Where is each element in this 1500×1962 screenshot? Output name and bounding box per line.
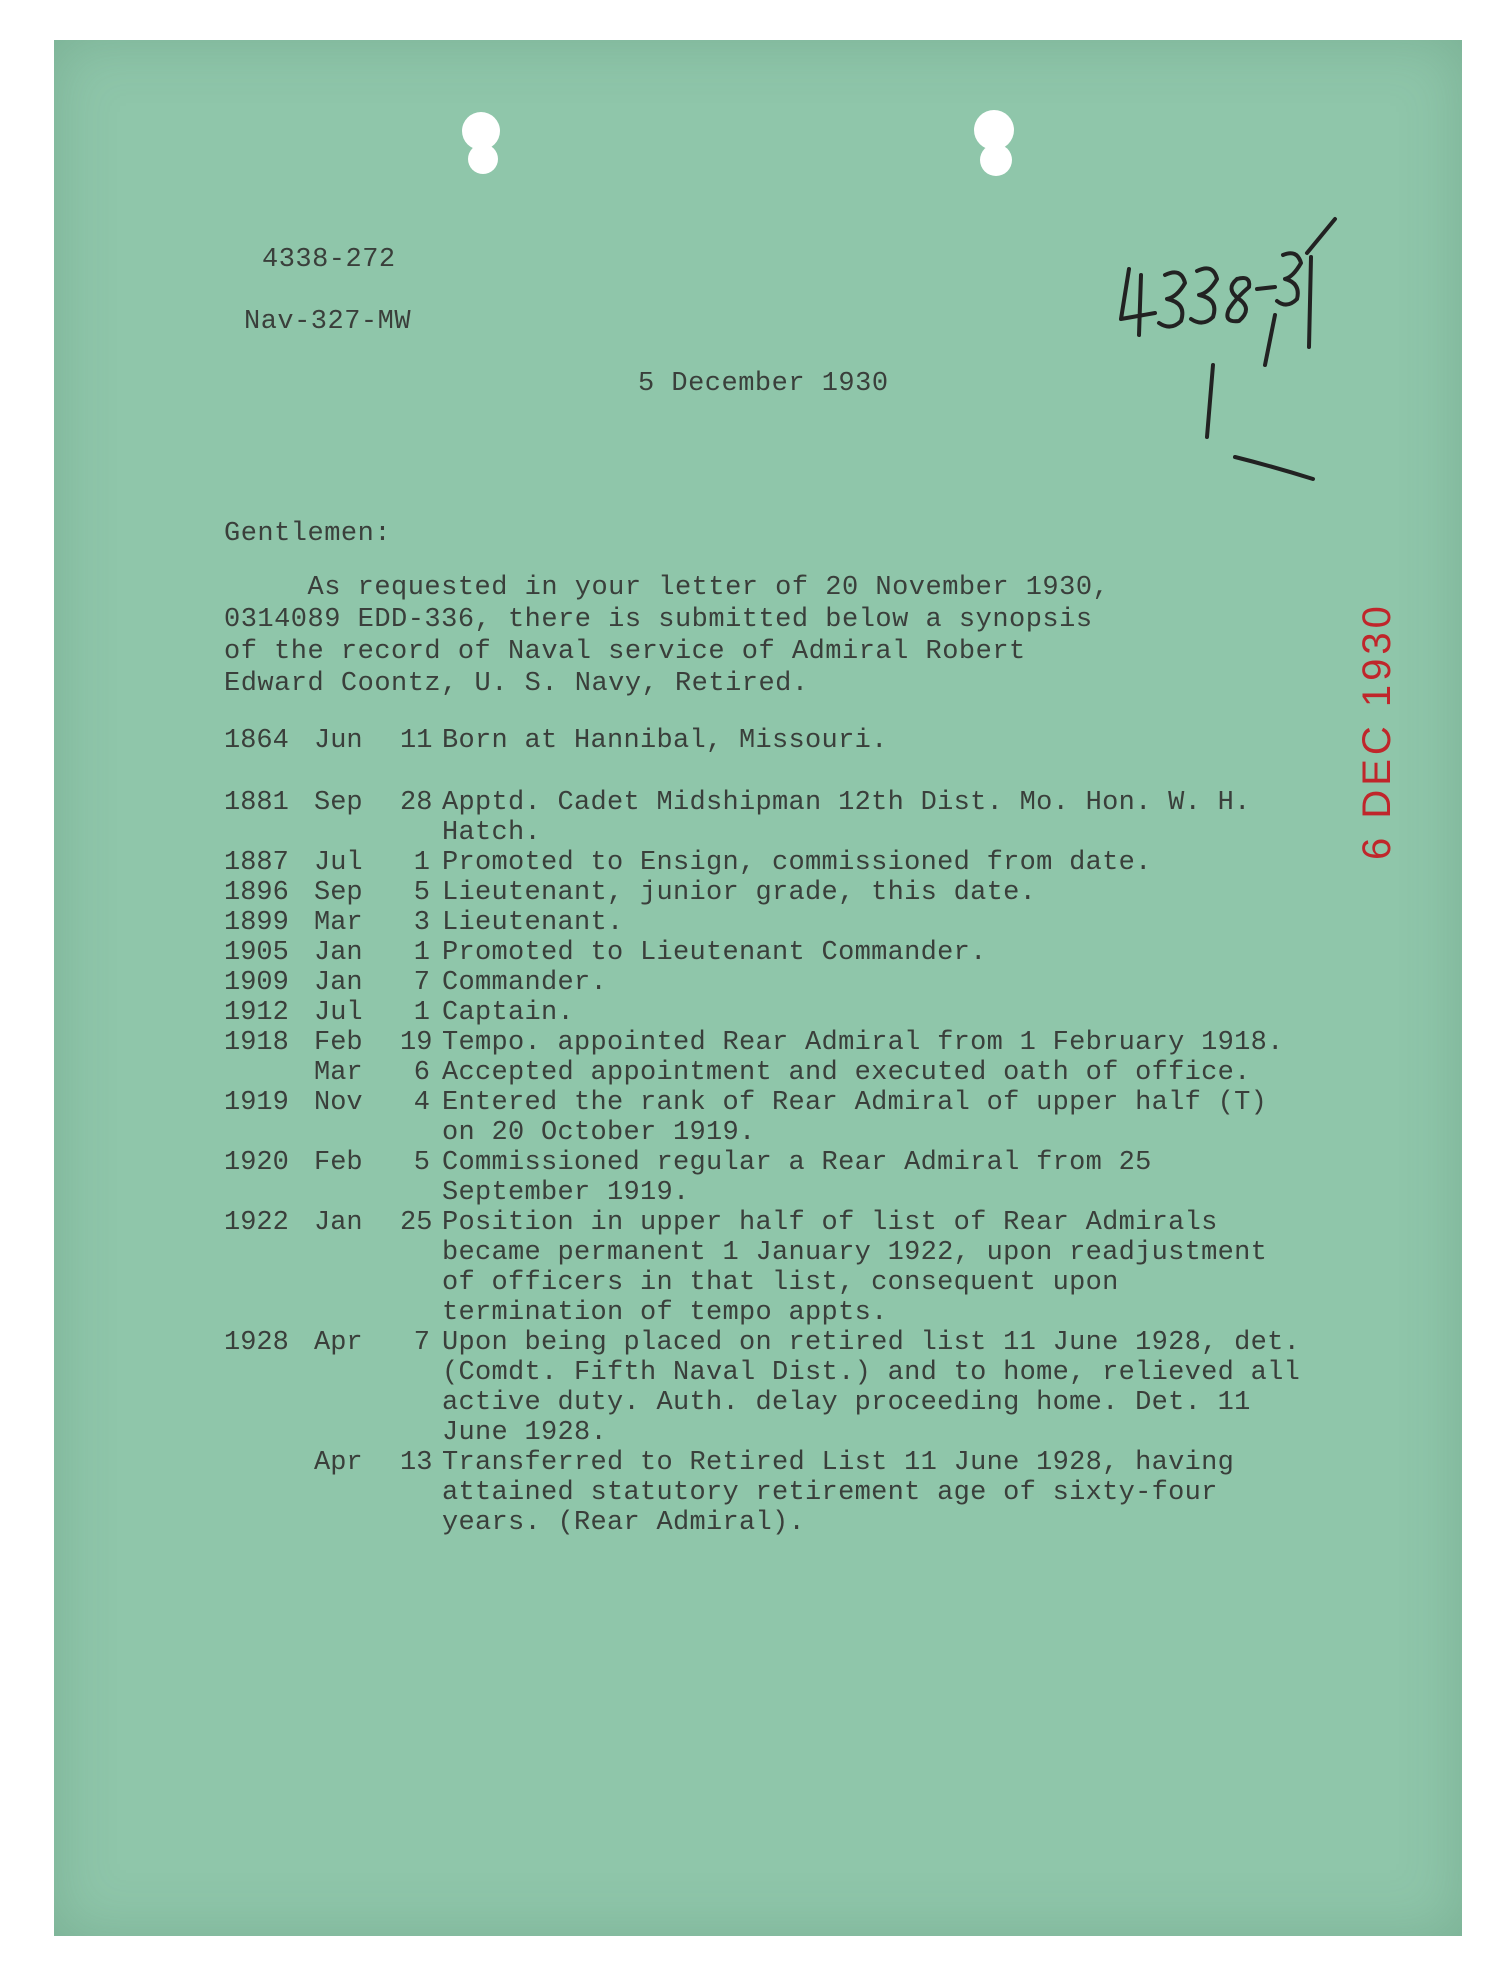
record-text: Born at Hannibal, Missouri. xyxy=(442,726,888,756)
record-text: Commander. xyxy=(442,968,608,998)
record-month: Sep xyxy=(314,878,363,908)
record-date xyxy=(224,1088,438,1118)
record-month: Apr xyxy=(314,1448,363,1478)
record-month: Feb xyxy=(314,1028,363,1058)
letter-date: 5 December 1930 xyxy=(638,369,889,399)
record-year: 1912 xyxy=(224,998,289,1028)
record-date xyxy=(224,1328,438,1358)
record-date xyxy=(224,998,438,1028)
record-day: 11 xyxy=(400,726,433,756)
intro-line: 0314089 EDD-336, there is submitted below a synopsis xyxy=(224,605,1093,635)
record-text: Promoted to Lieutenant Commander. xyxy=(442,938,987,968)
record-entry xyxy=(224,1208,1374,1328)
intro-line: Edward Coontz, U. S. Navy, Retired. xyxy=(224,669,809,699)
record-month: Mar xyxy=(314,908,363,938)
record-text: Lieutenant, junior grade, this date. xyxy=(442,878,1037,908)
record-day: 5 xyxy=(413,878,430,908)
record-date xyxy=(224,1058,438,1088)
record-text: Promoted to Ensign, commissioned from date. xyxy=(442,848,1152,878)
record-entry xyxy=(224,908,1374,938)
file-number: 4338-272 xyxy=(262,245,396,275)
record-year: 1928 xyxy=(224,1328,289,1358)
record-year: 1899 xyxy=(224,908,289,938)
record-entry xyxy=(224,1328,1374,1448)
record-year: 1919 xyxy=(224,1088,289,1118)
record-date xyxy=(224,1028,438,1058)
record-date xyxy=(224,1448,438,1478)
record-date xyxy=(224,938,438,968)
record-year: 1922 xyxy=(224,1208,289,1238)
service-record-list xyxy=(224,726,1374,1538)
record-year: 1896 xyxy=(224,878,289,908)
record-text: Captain. xyxy=(442,998,575,1028)
record-entry xyxy=(224,998,1374,1028)
record-entry xyxy=(224,848,1374,878)
record-month: Sep xyxy=(314,788,363,818)
record-year: 1909 xyxy=(224,968,289,998)
record-month: Jul xyxy=(314,998,363,1028)
intro-line: As requested in your letter of 20 November 1930, xyxy=(224,573,1110,603)
record-day: 28 xyxy=(400,788,433,818)
record-date xyxy=(224,788,438,818)
record-text: Accepted appointment and executed oath of office. xyxy=(442,1058,1251,1088)
punch-hole-left-lower xyxy=(468,144,498,174)
salutation: Gentlemen: xyxy=(224,519,392,549)
record-entry xyxy=(224,788,1374,848)
record-entry xyxy=(224,938,1374,968)
record-month: Jan xyxy=(314,968,363,998)
record-day: 4 xyxy=(413,1088,430,1118)
record-day: 19 xyxy=(400,1028,433,1058)
record-entry xyxy=(224,1028,1374,1058)
handwritten-file-number xyxy=(1115,205,1345,485)
record-month: Mar xyxy=(314,1058,363,1088)
record-day: 1 xyxy=(413,938,430,968)
record-text: Lieutenant. xyxy=(442,908,624,938)
record-month: Apr xyxy=(314,1328,363,1358)
record-month: Nov xyxy=(314,1088,363,1118)
record-day: 7 xyxy=(413,968,430,998)
record-day: 5 xyxy=(413,1148,430,1178)
record-text: Commissioned regular a Rear Admiral from 25 September 1919. xyxy=(442,1148,1152,1208)
punch-hole-right-lower xyxy=(980,144,1012,176)
record-month: Jan xyxy=(314,938,363,968)
record-date xyxy=(224,1208,438,1238)
record-text: Apptd. Cadet Midshipman 12th Dist. Mo. Hon. W. H. Hatch. xyxy=(442,788,1251,848)
intro-paragraph xyxy=(224,572,1224,700)
record-text: Upon being placed on retired list 11 June 1928, det. (Comdt. Fifth Naval Dist.) and to home, relieved all active duty. Auth. delay proceeding home. Det. 11 June 1928. xyxy=(442,1328,1301,1448)
record-day: 25 xyxy=(400,1208,433,1238)
record-text: Transferred to Retired List 11 June 1928, having attained statutory retirement age of sixty-four years. (Rear Admiral). xyxy=(442,1448,1235,1538)
record-entry xyxy=(224,1088,1374,1148)
record-year: 1918 xyxy=(224,1028,289,1058)
record-date xyxy=(224,968,438,998)
record-text: Tempo. appointed Rear Admiral from 1 February 1918. xyxy=(442,1028,1284,1058)
record-entry xyxy=(224,1448,1374,1538)
record-date xyxy=(224,1148,438,1178)
record-year: 1881 xyxy=(224,788,289,818)
record-date xyxy=(224,848,438,878)
record-month: Feb xyxy=(314,1148,363,1178)
record-day: 1 xyxy=(413,848,430,878)
record-text: Entered the rank of Rear Admiral of upper half (T) on 20 October 1919. xyxy=(442,1088,1268,1148)
record-entry xyxy=(224,968,1374,998)
record-entry xyxy=(224,878,1374,908)
record-date xyxy=(224,726,438,756)
intro-line: of the record of Naval service of Admiral Robert xyxy=(224,637,1026,667)
record-entry xyxy=(224,1148,1374,1208)
received-date-stamp: 6 DEC 1930 xyxy=(1355,602,1399,860)
record-entry xyxy=(224,1058,1374,1088)
record-day: 1 xyxy=(413,998,430,1028)
record-day: 3 xyxy=(413,908,430,938)
record-date xyxy=(224,908,438,938)
record-day: 6 xyxy=(413,1058,430,1088)
reference-code: Nav-327-MW xyxy=(244,307,412,337)
record-year: 1887 xyxy=(224,848,289,878)
record-day: 7 xyxy=(413,1328,430,1358)
record-month: Jul xyxy=(314,848,363,878)
record-year: 1920 xyxy=(224,1148,289,1178)
record-day: 13 xyxy=(400,1448,433,1478)
record-year: 1864 xyxy=(224,726,289,756)
record-year: 1905 xyxy=(224,938,289,968)
record-text: Position in upper half of list of Rear Admirals became permanent 1 January 1922, upon readjustment of officers in that list, consequent upon termination of tempo appts. xyxy=(442,1208,1268,1328)
record-date xyxy=(224,878,438,908)
record-month: Jan xyxy=(314,1208,363,1238)
record-entry xyxy=(224,726,1374,756)
record-month: Jun xyxy=(314,726,363,756)
